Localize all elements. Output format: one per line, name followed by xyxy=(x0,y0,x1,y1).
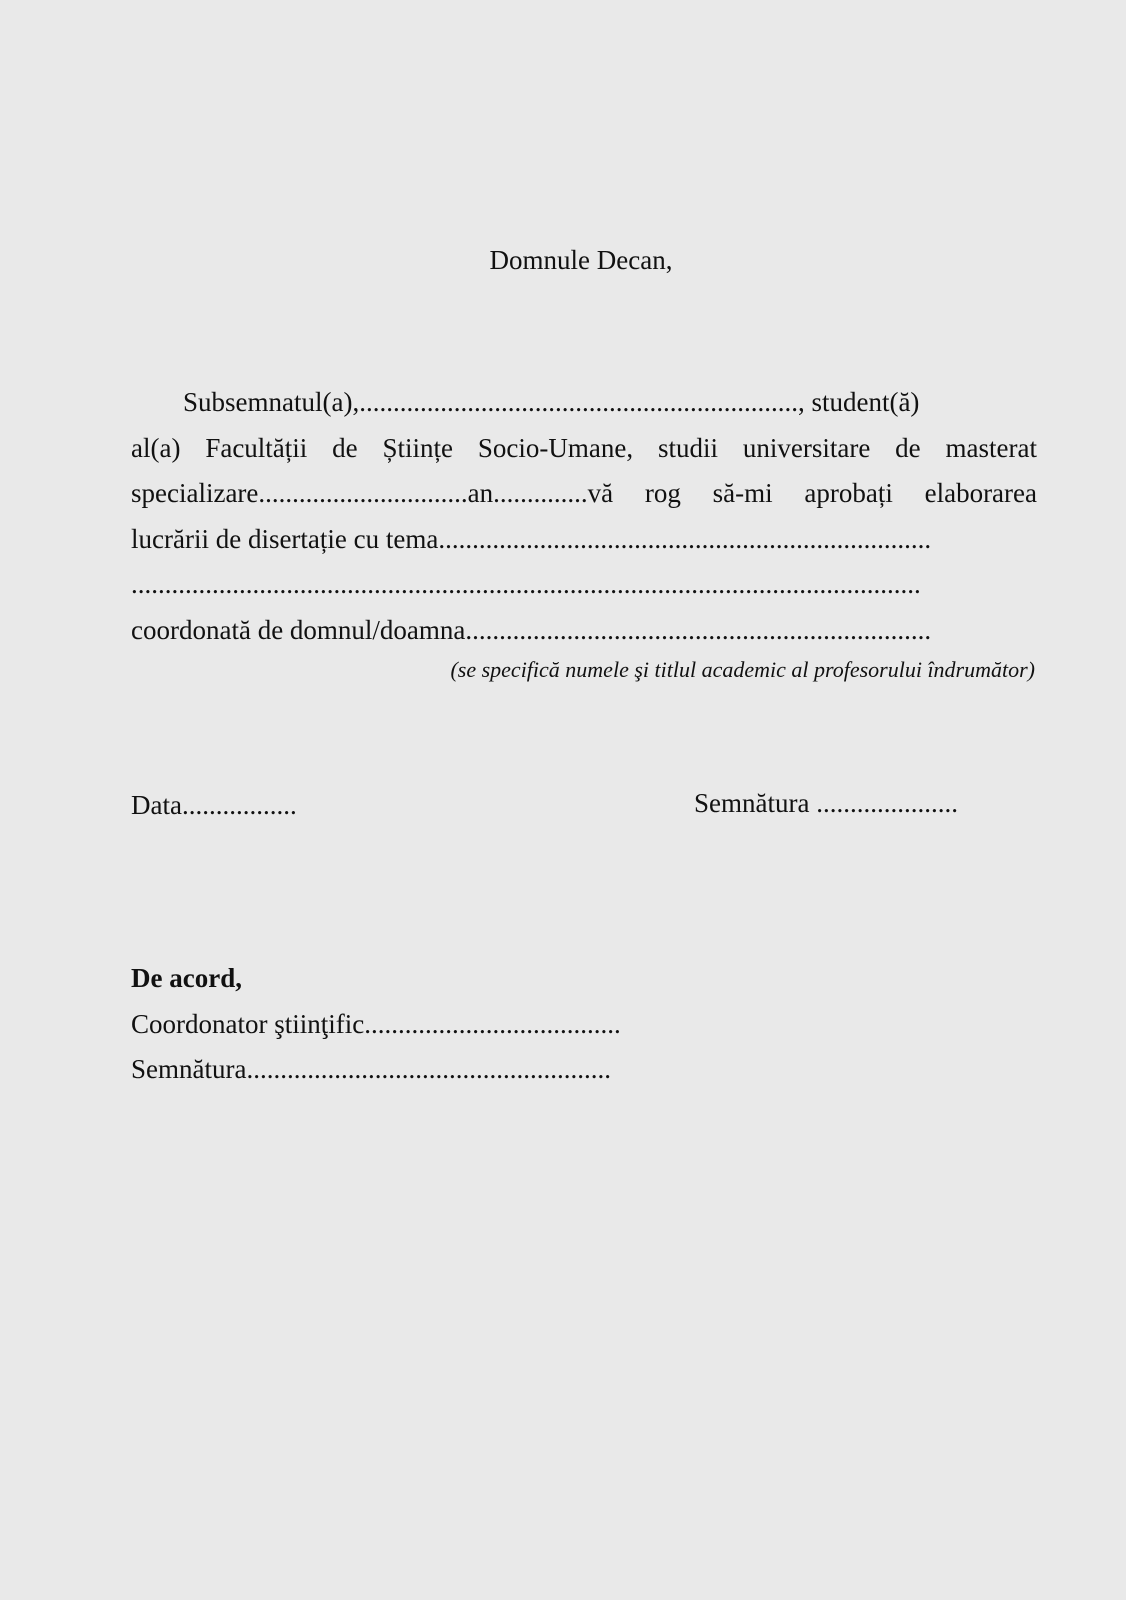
body-line-1: Subsemnatul(a),................................................................., student(ă) xyxy=(183,387,920,417)
request-body xyxy=(131,380,1037,687)
supervisor-note: (se specifică numele şi titlul academic al profesorului îndrumător) xyxy=(450,657,1035,682)
approval-section xyxy=(131,956,621,1093)
body-line-3: specializare...............................an..............vă rog să-mi aprobați elaborarea xyxy=(131,478,1037,508)
approval-heading: De acord, xyxy=(131,963,242,993)
body-line-6: coordonată de domnul/doamna..................................................................... xyxy=(131,614,932,645)
body-line-4: lucrării de disertație cu tema......................................................................... xyxy=(131,523,932,554)
salutation: Domnule Decan, xyxy=(489,245,673,275)
student-signature-field: Semnătura ..................... xyxy=(694,788,958,818)
body-line-5: ..................................................................................................................... xyxy=(131,569,921,599)
coordinator-signature-field: Semnătura...................................................... xyxy=(131,1054,611,1084)
date-field: Data................. xyxy=(131,790,297,820)
body-line-2: al(a) Facultății de Științe Socio-Umane, studii universitare de masterat xyxy=(131,432,1037,463)
coordinator-field: Coordonator ştiinţific...................................... xyxy=(131,1008,621,1039)
